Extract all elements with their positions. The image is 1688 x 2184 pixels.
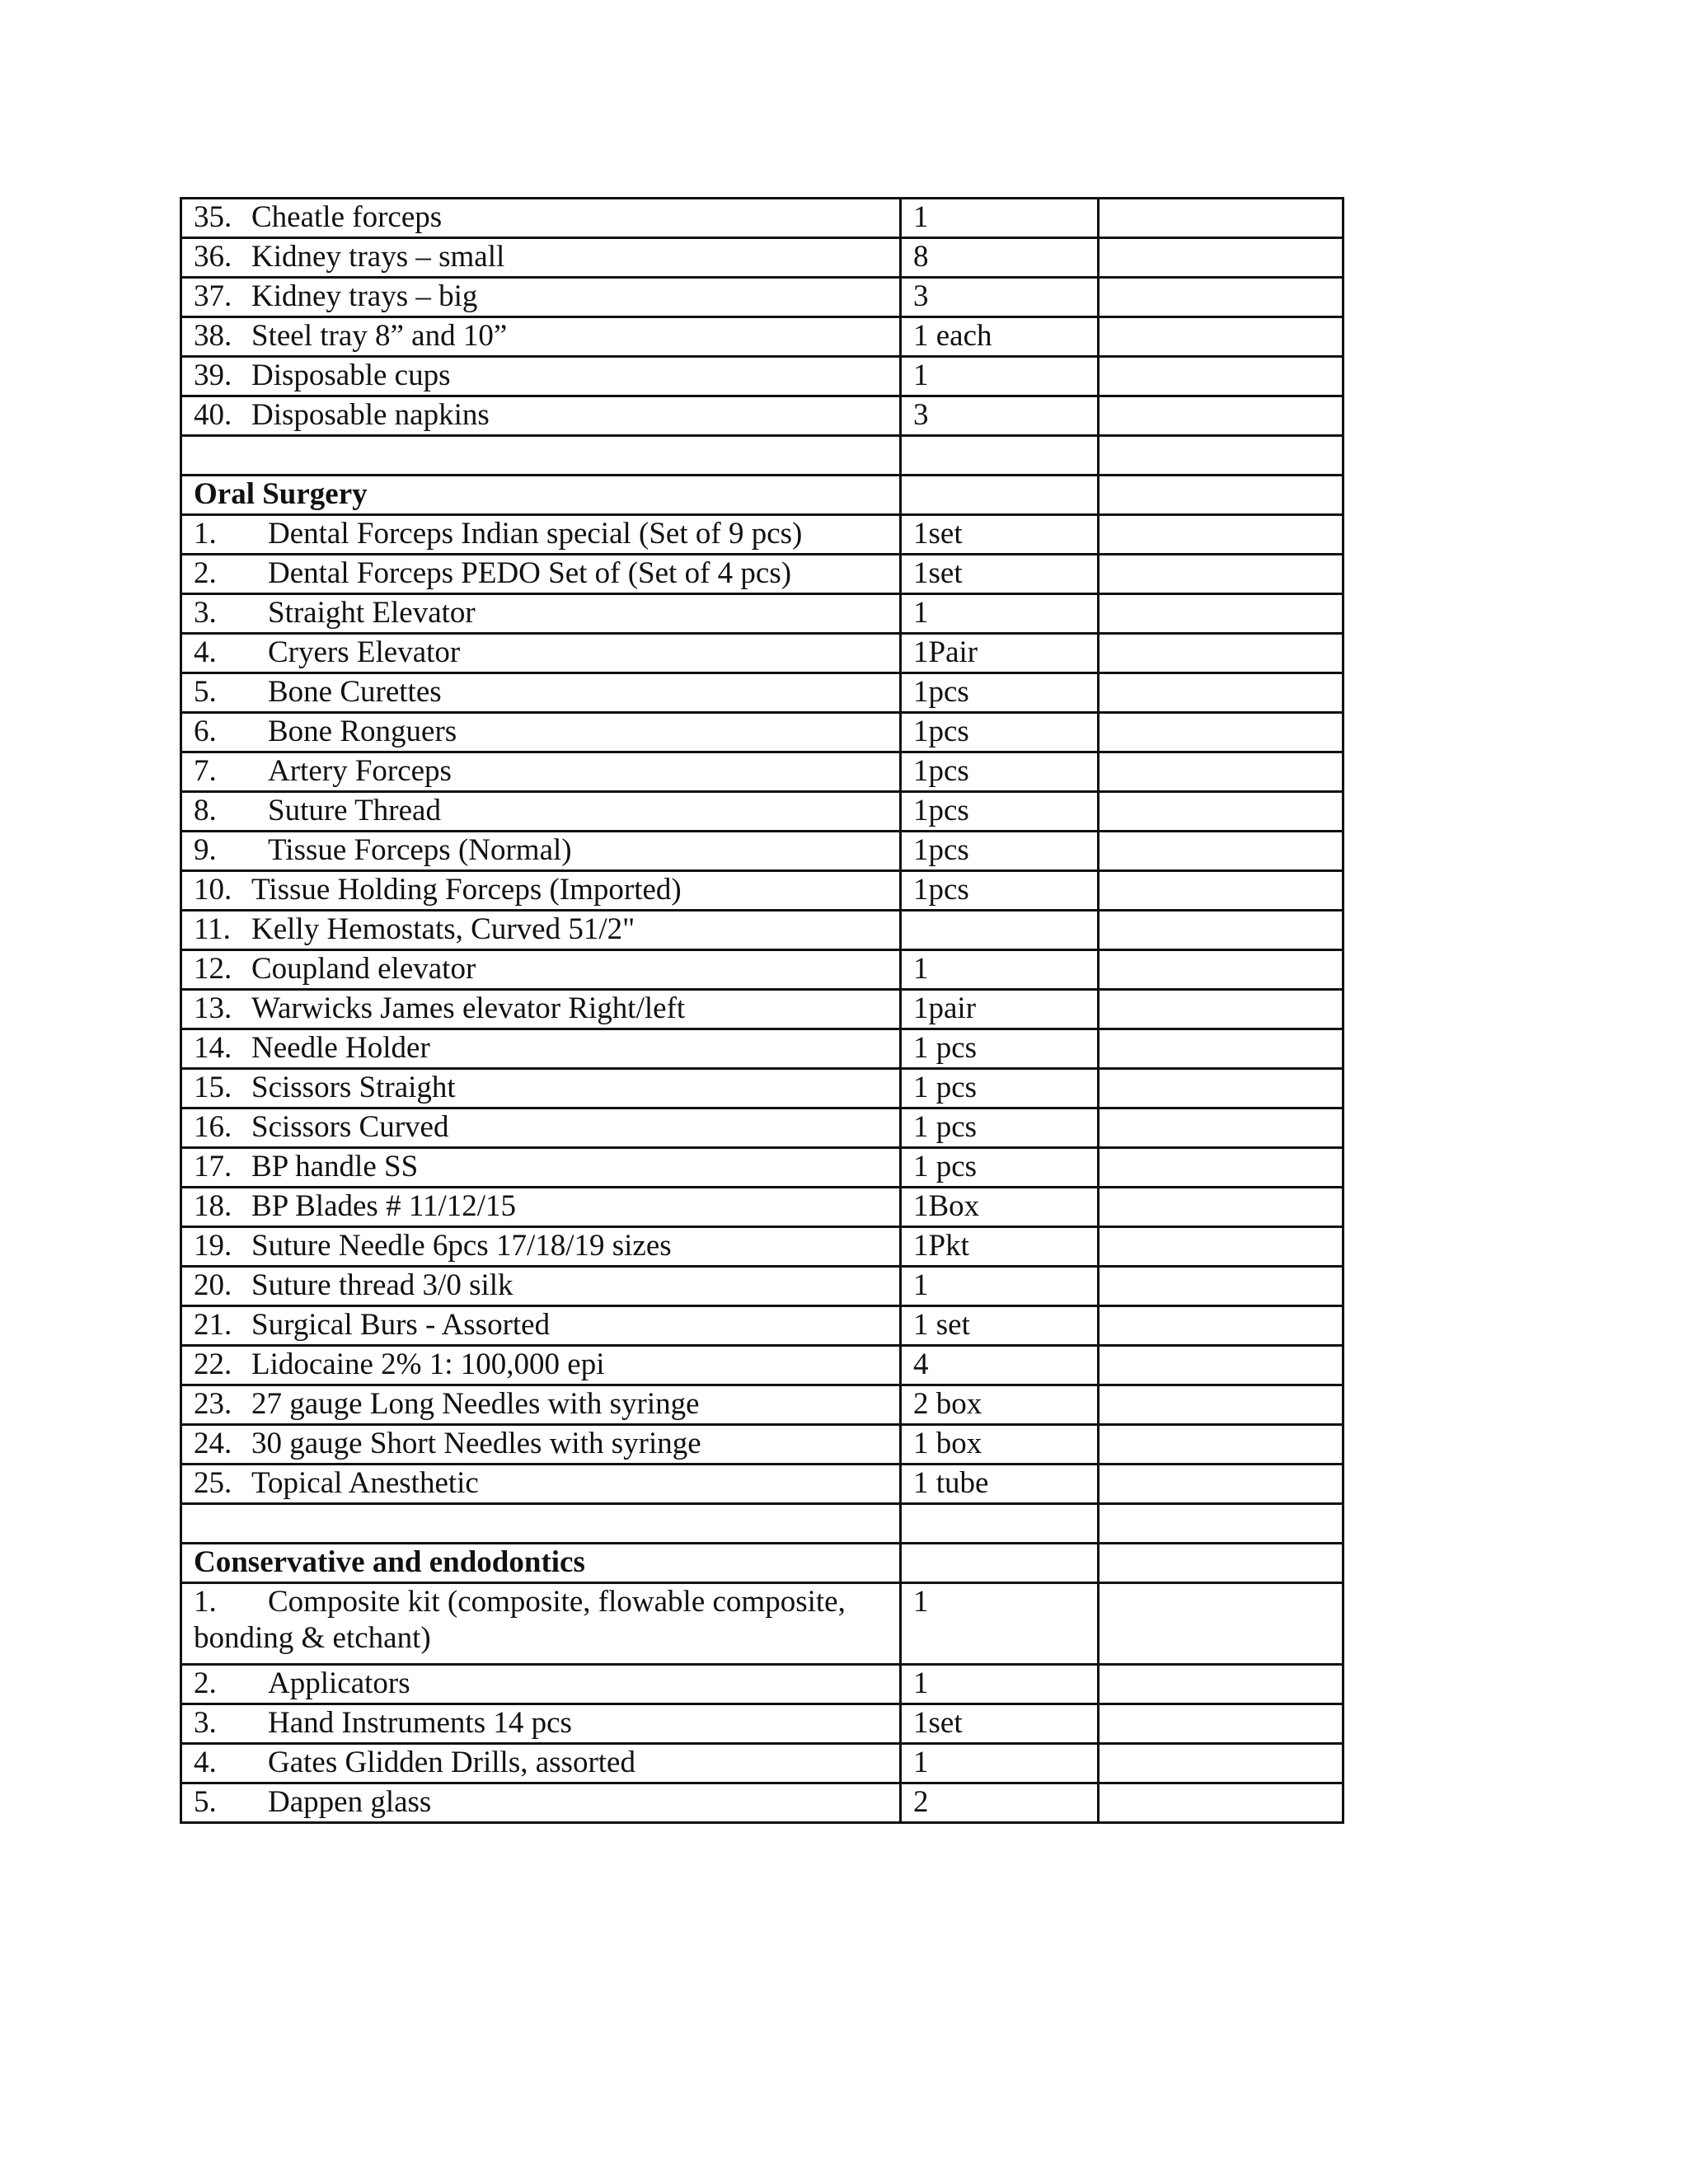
item-number: 17. [194,1150,232,1183]
blank-cell [1099,1665,1343,1704]
quantity-cell [901,1069,1099,1108]
blank-cell [1099,199,1343,238]
blank-cell [1099,1188,1343,1227]
item-quantity: 1 pcs [913,1150,978,1183]
item-quantity: 3 [913,279,929,313]
table-row [181,1744,1343,1783]
item-name: Kelly Hemostats, Curved 51/2" [251,912,635,946]
table-row [181,396,1343,436]
table-row [181,911,1343,950]
quantity-cell [901,238,1099,278]
item-quantity: 4 [913,1347,929,1381]
table-row [181,1385,1343,1425]
item-name: Dental Forceps Indian special (Set of 9 pcs) [268,517,803,551]
table-row [181,515,1343,555]
blank-cell [1099,396,1343,436]
blank-cell [1099,317,1343,357]
blank-cell [1099,594,1343,634]
quantity-cell [901,1108,1099,1148]
item-cell [181,1504,901,1544]
item-name: Cryers Elevator [268,635,461,669]
table-row [181,1108,1343,1148]
item-quantity: 1 [913,200,929,234]
item-number: 7. [194,754,217,788]
item-cell [181,832,901,871]
item-quantity: 8 [913,240,929,274]
item-number: 4. [194,635,217,669]
blank-cell [1099,1108,1343,1148]
item-number: 39. [194,359,232,392]
item-name: Hand Instruments 14 pcs [268,1706,572,1740]
item-cell [181,515,901,555]
item-cell [181,1346,901,1385]
item-cell [181,1704,901,1744]
table-row [181,199,1343,238]
item-quantity: 1pcs [913,833,969,867]
item-number: 13. [194,991,232,1025]
table-row [181,1306,1343,1346]
table-row [181,673,1343,713]
table-row [181,871,1343,911]
table-row [181,1465,1343,1504]
item-name: Scissors Curved [251,1110,449,1144]
blank-cell [1099,357,1343,396]
table-row [181,1267,1343,1306]
item-name: Straight Elevator [268,596,476,630]
blank-cell [1099,1148,1343,1188]
table-row [181,317,1343,357]
quantity-cell [901,1029,1099,1069]
item-quantity: 1 pcs [913,1031,978,1065]
quantity-cell [901,396,1099,436]
item-quantity: 1Pair [913,635,978,669]
item-quantity: 1 each [913,319,992,353]
table-row [181,436,1343,476]
table-row [181,1704,1343,1744]
blank-cell [1099,1425,1343,1465]
blank-cell [1099,1583,1343,1665]
item-cell [181,317,901,357]
blank-cell [1099,1544,1343,1583]
table-row [181,832,1343,871]
item-quantity: 1pcs [913,675,969,709]
item-cell [181,1069,901,1108]
blank-cell [1099,278,1343,317]
item-cell [181,713,901,752]
item-cell [181,1188,901,1227]
item-number: 25. [194,1466,232,1500]
item-name: Dappen glass [268,1785,432,1819]
table-row [181,634,1343,673]
item-number: 3. [194,1706,217,1740]
item-cell [181,436,901,476]
item-quantity: 2 [913,1785,929,1819]
item-name: Suture thread 3/0 silk [251,1268,513,1302]
item-cell [181,396,901,436]
table-row [181,1148,1343,1188]
quantity-cell [901,1704,1099,1744]
quantity-cell [901,832,1099,871]
item-name: Kidney trays – big [251,279,478,313]
blank-cell [1099,1069,1343,1108]
item-quantity: 1pcs [913,794,969,827]
item-name: Disposable cups [251,359,451,392]
item-quantity: 1set [913,517,963,551]
table-row [181,278,1343,317]
blank-cell [1099,752,1343,792]
blank-cell [1099,1783,1343,1823]
quantity-cell [901,1306,1099,1346]
quantity-cell [901,1665,1099,1704]
blank-cell [1099,1267,1343,1306]
quantity-cell [901,911,1099,950]
inventory-table-body [181,199,1343,1823]
table-row [181,1188,1343,1227]
item-name: Suture Thread [268,794,441,827]
item-name: Steel tray 8” and 10” [251,319,508,353]
item-name: Tissue Holding Forceps (Imported) [251,873,682,907]
item-cell [181,1267,901,1306]
table-row [181,1665,1343,1704]
item-quantity: 1pcs [913,754,969,788]
blank-cell [1099,1385,1343,1425]
blank-cell [1099,1704,1343,1744]
blank-cell [1099,1306,1343,1346]
quantity-cell [901,1227,1099,1267]
item-cell [181,1385,901,1425]
item-number: 40. [194,398,232,432]
item-quantity: 1 [913,359,929,392]
item-name: Bone Curettes [268,675,442,709]
blank-cell [1099,990,1343,1029]
quantity-cell [901,1504,1099,1544]
table-row [181,1583,1343,1665]
item-name: Warwicks James elevator Right/left [251,991,686,1025]
quantity-cell [901,990,1099,1029]
quantity-cell [901,1744,1099,1783]
item-cell [181,238,901,278]
table-row [181,990,1343,1029]
item-number: 35. [194,200,232,234]
item-number: 18. [194,1189,232,1223]
item-quantity: 1set [913,1706,963,1740]
item-cell [181,1783,901,1823]
item-cell [181,594,901,634]
item-name: 27 gauge Long Needles with syringe [251,1387,700,1421]
item-name: Cheatle forceps [251,200,443,234]
item-quantity: 1 set [913,1308,970,1342]
item-name: Surgical Burs - Assorted [251,1308,551,1342]
table-row [181,792,1343,832]
item-number: 2. [194,1666,217,1700]
item-number: 11. [194,912,231,946]
item-name: 30 gauge Short Needles with syringe [251,1427,701,1460]
blank-cell [1099,832,1343,871]
item-quantity: 1Pkt [913,1229,969,1263]
table-row [181,1425,1343,1465]
item-number: 12. [194,952,232,986]
table-row [181,1069,1343,1108]
item-quantity: 1pair [913,991,977,1025]
quantity-cell [901,1465,1099,1504]
item-cell [181,634,901,673]
item-cell [181,1029,901,1069]
quantity-cell [901,673,1099,713]
item-number: 37. [194,279,232,313]
item-cell [181,1583,901,1665]
quantity-cell [901,515,1099,555]
item-quantity: 1 [913,952,929,986]
blank-cell [1099,476,1343,515]
item-name: Scissors Straight [251,1071,456,1104]
item-cell [181,278,901,317]
item-cell [181,792,901,832]
item-cell [181,752,901,792]
table-row [181,1783,1343,1823]
blank-cell [1099,515,1343,555]
quantity-cell [901,950,1099,990]
quantity-cell [901,1346,1099,1385]
section-heading-label: Oral Surgery [194,477,368,511]
item-name: Kidney trays – small [251,240,505,274]
section-heading-row [181,1544,1343,1583]
quantity-cell [901,1783,1099,1823]
item-name: Bone Ronguers [268,715,457,748]
item-cell [181,1425,901,1465]
inventory-table [180,197,1344,1824]
item-number: 16. [194,1110,232,1144]
item-number: 20. [194,1268,232,1302]
item-cell [181,1306,901,1346]
quantity-cell [901,278,1099,317]
item-name: Disposable napkins [251,398,490,432]
blank-cell [1099,634,1343,673]
table-row [181,1029,1343,1069]
item-quantity: 3 [913,398,929,432]
item-quantity: 1 [913,596,929,630]
item-cell [181,555,901,594]
blank-cell [1099,1029,1343,1069]
blank-cell [1099,871,1343,911]
item-cell [181,357,901,396]
item-number: 23. [194,1387,232,1421]
item-number: 15. [194,1071,232,1104]
item-quantity: 1pcs [913,715,969,748]
blank-cell [1099,1465,1343,1504]
quantity-cell [901,752,1099,792]
blank-cell [1099,713,1343,752]
item-cell [181,1148,901,1188]
item-quantity: 1set [913,556,963,590]
item-number: 21. [194,1308,232,1342]
item-name: BP handle SS [251,1150,419,1183]
quantity-cell [901,1267,1099,1306]
item-name: Coupland elevator [251,952,476,986]
item-number: 22. [194,1347,232,1381]
item-quantity: 2 box [913,1387,982,1421]
quantity-cell [901,436,1099,476]
item-cell [181,673,901,713]
table-row [181,357,1343,396]
section-heading-row [181,476,1343,515]
item-number: 14. [194,1031,232,1065]
item-number: 24. [194,1427,232,1460]
item-name: Lidocaine 2% 1: 100,000 epi [251,1347,605,1381]
item-name: Composite kit (composite, flowable composite, bonding & etchant) [194,1585,846,1655]
item-quantity: 1 [913,1268,929,1302]
table-row [181,238,1343,278]
blank-cell [1099,1227,1343,1267]
item-cell [181,871,901,911]
item-number: 5. [194,1785,217,1819]
blank-cell [1099,555,1343,594]
item-number: 2. [194,556,217,590]
blank-cell [1099,1346,1343,1385]
item-name: Topical Anesthetic [251,1466,479,1500]
quantity-cell [901,1385,1099,1425]
table-row [181,1504,1343,1544]
quantity-cell [901,1544,1099,1583]
item-name: Tissue Forceps (Normal) [268,833,572,867]
section-heading [181,476,901,515]
item-name: Suture Needle 6pcs 17/18/19 sizes [251,1229,672,1263]
item-number: 8. [194,794,217,827]
item-number: 1. [194,517,217,551]
item-cell [181,950,901,990]
item-cell [181,1227,901,1267]
quantity-cell [901,871,1099,911]
item-number: 6. [194,715,217,748]
quantity-cell [901,594,1099,634]
item-number: 3. [194,596,217,630]
section-heading-label: Conservative and endodontics [194,1545,585,1579]
quantity-cell [901,317,1099,357]
item-cell [181,1665,901,1704]
table-row [181,555,1343,594]
item-number: 10. [194,873,232,907]
quantity-cell [901,1188,1099,1227]
table-row [181,950,1343,990]
item-number: 1. [194,1585,217,1619]
item-name: Applicators [268,1666,410,1700]
item-quantity: 1 [913,1746,929,1779]
item-number: 38. [194,319,232,353]
blank-cell [1099,1744,1343,1783]
blank-cell [1099,238,1343,278]
item-cell [181,1744,901,1783]
item-quantity: 1pcs [913,873,969,907]
quantity-cell [901,1148,1099,1188]
table-row [181,752,1343,792]
blank-cell [1099,792,1343,832]
item-name: Gates Glidden Drills, assorted [268,1746,635,1779]
item-quantity: 1 [913,1585,929,1619]
table-row [181,713,1343,752]
blank-cell [1099,950,1343,990]
item-cell [181,990,901,1029]
section-heading [181,1544,901,1583]
blank-cell [1099,436,1343,476]
item-cell [181,199,901,238]
item-number: 36. [194,240,232,274]
item-quantity: 1 pcs [913,1110,978,1144]
quantity-cell [901,476,1099,515]
item-number: 9. [194,833,217,867]
item-quantity: 1 [913,1666,929,1700]
item-quantity: 1Box [913,1189,980,1223]
table-row [181,1227,1343,1267]
quantity-cell [901,713,1099,752]
table-row [181,594,1343,634]
item-number: 5. [194,675,217,709]
item-quantity: 1 pcs [913,1071,978,1104]
item-cell [181,911,901,950]
item-quantity: 1 box [913,1427,982,1460]
item-number: 19. [194,1229,232,1263]
quantity-cell [901,199,1099,238]
quantity-cell [901,1425,1099,1465]
quantity-cell [901,555,1099,594]
item-name: Needle Holder [251,1031,430,1065]
quantity-cell [901,1583,1099,1665]
blank-cell [1099,673,1343,713]
item-name: BP Blades # 11/12/15 [251,1189,517,1223]
blank-cell [1099,911,1343,950]
quantity-cell [901,357,1099,396]
blank-cell [1099,1504,1343,1544]
item-cell [181,1465,901,1504]
item-cell [181,1108,901,1148]
item-number: 4. [194,1746,217,1779]
item-quantity: 1 tube [913,1466,989,1500]
table-row [181,1346,1343,1385]
item-name: Artery Forceps [268,754,452,788]
quantity-cell [901,634,1099,673]
quantity-cell [901,792,1099,832]
item-name: Dental Forceps PEDO Set of (Set of 4 pcs) [268,556,792,590]
